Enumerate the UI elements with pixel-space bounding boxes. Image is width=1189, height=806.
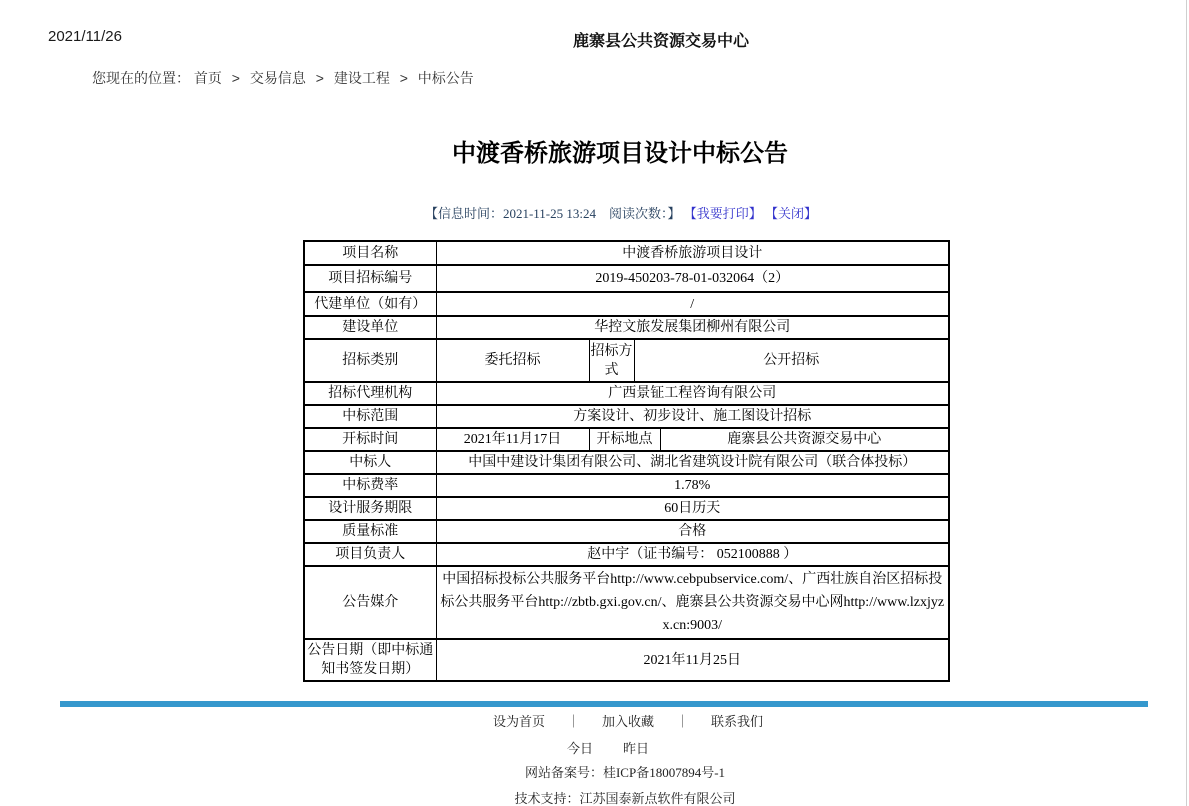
row-value: 中国中建设计集团有限公司、湖北省建筑设计院有限公司（联合体投标） xyxy=(436,451,949,474)
breadcrumb-item-home[interactable]: 首页 xyxy=(193,70,222,86)
row-label: 项目名称 xyxy=(304,241,436,265)
table-row xyxy=(304,566,949,639)
table-row xyxy=(304,265,949,292)
row-value: 华控文旅发展集团柳州有限公司 xyxy=(436,316,949,339)
table-row xyxy=(304,451,949,474)
footer-link-separator: ｜ xyxy=(566,714,580,729)
table-row xyxy=(304,241,949,265)
row-value: 2019-450203-78-01-032064（2） xyxy=(436,265,949,292)
breadcrumb-separator: > xyxy=(399,70,408,86)
table-row xyxy=(304,292,949,316)
row-value: 中渡香桥旅游项目设计 xyxy=(436,241,949,265)
contact-us-link[interactable]: 联系我们 xyxy=(711,714,764,729)
row-label: 公告日期（即中标通知书签发日期） xyxy=(304,639,436,681)
row-value: 2021年11月25日 xyxy=(436,639,949,681)
icp-record-number: 网站备案号：桂ICP备18007894号-1 xyxy=(524,765,726,780)
table-row xyxy=(304,543,949,566)
tech-support-text: 技术支持：江苏国泰新点软件有限公司 xyxy=(514,791,736,806)
row-value: 广西景钲工程咨询有限公司 xyxy=(436,382,949,405)
row-label: 质量标准 xyxy=(304,520,436,543)
site-title: 鹿寨县公共资源交易中心 xyxy=(572,33,750,50)
table-row xyxy=(304,405,949,428)
set-homepage-link[interactable]: 设为首页 xyxy=(492,714,545,729)
row-label-2: 招标方式 xyxy=(589,339,634,382)
breadcrumb xyxy=(92,68,474,88)
breadcrumb-item-trade-info[interactable]: 交易信息 xyxy=(249,70,306,86)
row-label: 建设单位 xyxy=(304,316,436,339)
info-line xyxy=(425,203,817,222)
footer-link-separator: ｜ xyxy=(676,714,690,729)
row-label: 中标范围 xyxy=(304,405,436,428)
table-row xyxy=(304,474,949,497)
visit-counters xyxy=(567,738,649,757)
table-row xyxy=(304,520,949,543)
table-row xyxy=(304,497,949,520)
row-label: 招标代理机构 xyxy=(304,382,436,405)
row-value: 中国招标投标公共服务平台http://www.cebpubservice.com/、广西壮族自治区招标投标公共服务平台http://zbtb.gxi.gov.cn/、鹿寨县公共资源交易中心网http://www.lzxjyzx.cn:9003/ xyxy=(436,566,949,639)
row-label: 设计服务期限 xyxy=(304,497,436,520)
table-row xyxy=(304,316,949,339)
breadcrumb-separator: > xyxy=(315,70,324,86)
table-row xyxy=(304,339,949,382)
row-label-2: 开标地点 xyxy=(589,428,660,451)
row-label: 公告媒介 xyxy=(304,566,436,639)
today-counter-label: 今日 xyxy=(566,741,593,756)
row-value: 60日历天 xyxy=(436,497,949,520)
row-label: 中标费率 xyxy=(304,474,436,497)
row-value: 委托招标 xyxy=(436,339,589,382)
row-value: 赵中宇（证书编号： 052100888 ） xyxy=(436,543,949,566)
breadcrumb-separator: > xyxy=(231,70,240,86)
page-title: 中渡香桥旅游项目设计中标公告 xyxy=(452,140,788,167)
info-time-text: 【信息时间：2021-11-25 13:24 阅读次数：】 xyxy=(424,206,681,221)
row-value: 方案设计、初步设计、施工图设计招标 xyxy=(436,405,949,428)
row-value: 2021年11月17日 xyxy=(436,428,589,451)
row-value: 1.78% xyxy=(436,474,949,497)
print-date: 2021/11/26 xyxy=(48,28,122,45)
footer-links xyxy=(493,711,763,730)
footer-divider-line xyxy=(60,701,1148,707)
close-button[interactable]: 【关闭】 xyxy=(765,206,818,221)
breadcrumb-item-construction[interactable]: 建设工程 xyxy=(333,70,390,86)
row-label: 代建单位（如有） xyxy=(304,292,436,316)
row-value-2: 公开招标 xyxy=(634,339,949,382)
page-right-border xyxy=(1186,0,1187,806)
add-favorite-link[interactable]: 加入收藏 xyxy=(601,714,655,729)
row-label: 项目招标编号 xyxy=(304,265,436,292)
row-value: 合格 xyxy=(436,520,949,543)
row-value: / xyxy=(436,292,949,316)
breadcrumb-prefix: 您现在的位置： xyxy=(92,70,190,86)
row-label: 招标类别 xyxy=(304,339,436,382)
row-label: 项目负责人 xyxy=(304,543,436,566)
table-row xyxy=(304,428,949,451)
breadcrumb-item-award-notice[interactable]: 中标公告 xyxy=(417,70,474,86)
row-value-2: 鹿寨县公共资源交易中心 xyxy=(660,428,949,451)
announcement-table xyxy=(303,240,950,682)
row-label: 开标时间 xyxy=(304,428,436,451)
print-button[interactable]: 【我要打印】 xyxy=(683,206,762,221)
row-label: 中标人 xyxy=(304,451,436,474)
table-row xyxy=(304,382,949,405)
table-row xyxy=(304,639,949,681)
yesterday-counter-label: 昨日 xyxy=(623,741,650,756)
